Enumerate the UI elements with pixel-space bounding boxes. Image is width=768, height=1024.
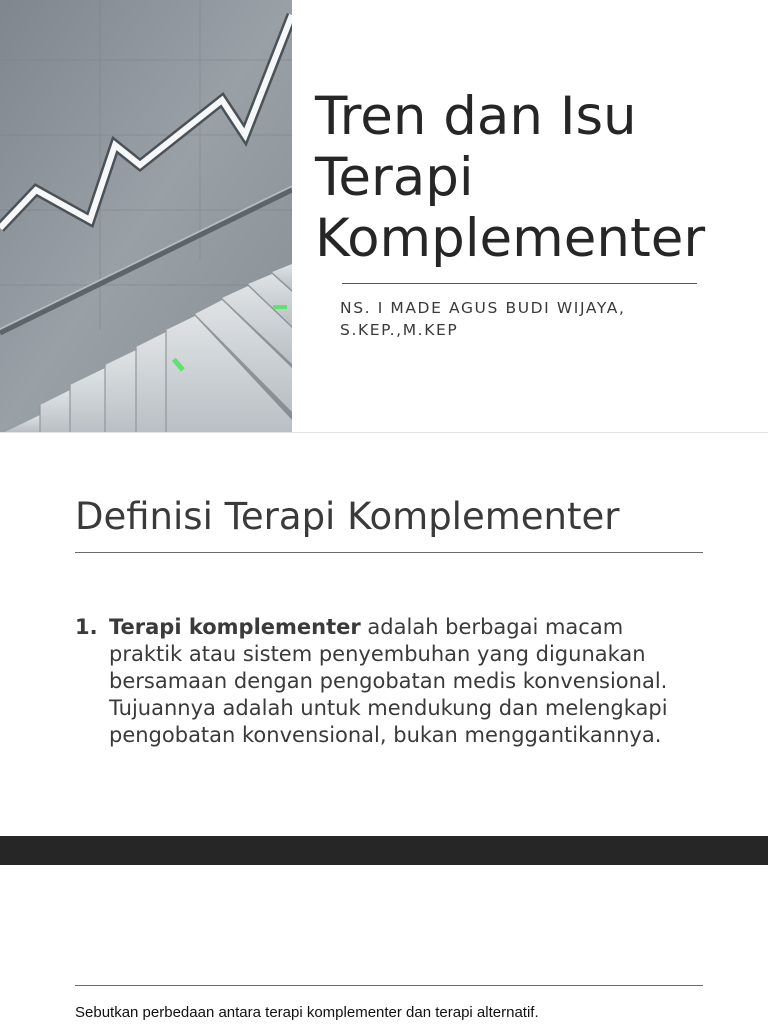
slide-title: Definisi Terapi Komplementer [75, 495, 620, 538]
title-slide [0, 0, 768, 432]
title-line-3: Komplementer [315, 208, 706, 269]
list-number: 1. [75, 615, 98, 639]
staircase-chart-image [0, 0, 292, 432]
title-line-2: Terapi [315, 147, 474, 208]
list-item [75, 614, 695, 749]
title-divider [75, 552, 703, 553]
question-slide [0, 865, 768, 1024]
term-bold: Terapi komplementer [109, 615, 361, 639]
author-line-1: NS. I MADE AGUS BUDI WIJAYA, [340, 299, 626, 317]
author-line-2: S.KEP.,M.KEP [340, 321, 459, 339]
definition-slide [0, 433, 768, 836]
author-name [340, 297, 670, 341]
divider-line [75, 985, 703, 986]
title-line-1: Tren dan Isu [315, 86, 637, 147]
presentation-title [315, 86, 755, 269]
question-text: Sebutkan perbedaan antara terapi komplementer dan terapi alternatif. [75, 1004, 539, 1021]
definition-text: adalah berbagai macam praktik atau sistem penyembuhan yang digunakan bersamaan dengan pengobatan medis konvensional. Tujuannya adalah untuk mendukung dan melengkapi pengobatan konvensional, bukan menggantikannya. [109, 615, 668, 747]
title-divider [342, 283, 697, 284]
definition-list [75, 614, 695, 749]
dark-divider-band [0, 836, 768, 865]
